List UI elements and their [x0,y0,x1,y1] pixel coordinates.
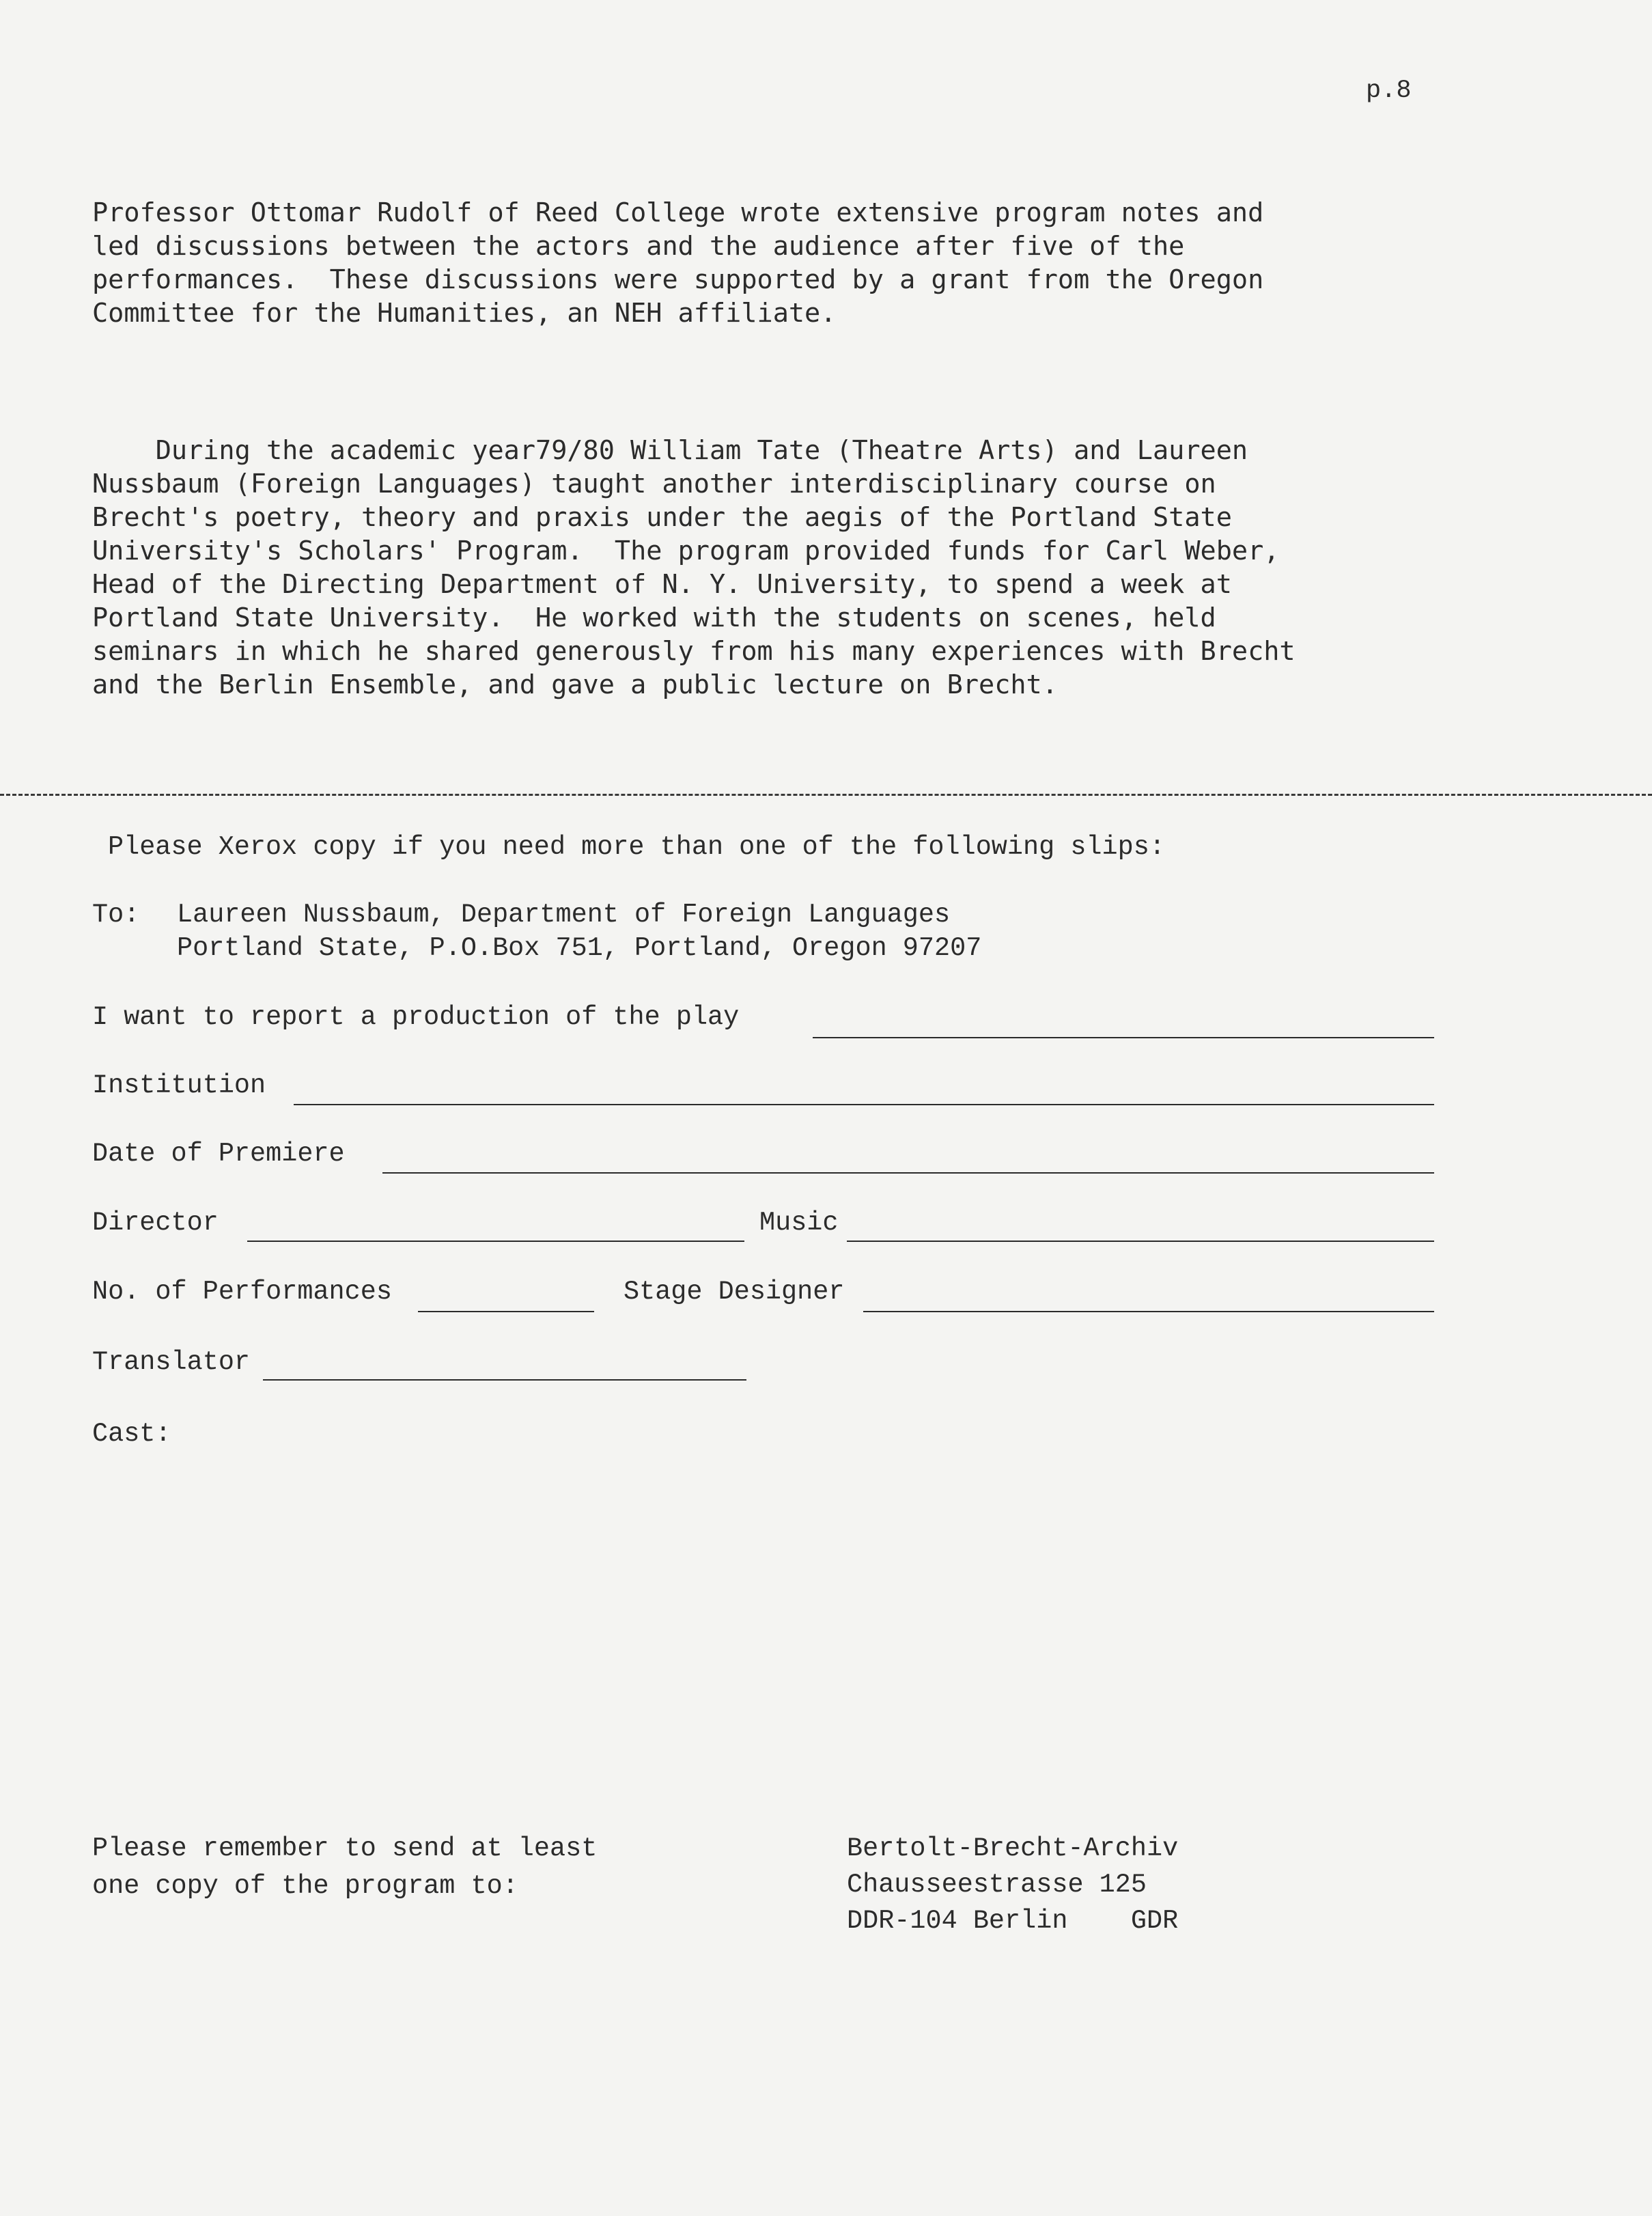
paragraph-academic-year [92,434,1458,702]
text-line: During the academic year79/80 William Tate (Theatre Arts) and Laureen [92,435,1248,466]
premiere-field-line[interactable] [382,1172,1434,1174]
cast-field-label: Cast: [92,1419,171,1449]
slip-instruction: Please Xerox copy if you need more than one of the following slips: [108,832,1165,862]
to-address-line2: Portland State, P.O.Box 751, Portland, Oregon 97207 [177,933,982,963]
text-line: seminars in which he shared generously from his many experiences with Brecht [92,636,1296,667]
archive-address-line2: Chausseestrasse 125 [847,1870,1147,1900]
performances-field-label: No. of Performances [92,1277,392,1307]
stage-designer-field-line[interactable] [863,1311,1434,1312]
music-field-line[interactable] [847,1241,1434,1242]
text-line: Nussbaum (Foreign Languages) taught another interdisciplinary course on [92,469,1216,499]
institution-field-line[interactable] [294,1104,1434,1105]
stage-designer-field-label: Stage Designer [624,1277,845,1307]
text-line: Committee for the Humanities, an NEH affiliate. [92,298,837,329]
text-line: Head of the Directing Department of N. Y. University, to spend a week at [92,569,1232,600]
play-field-line[interactable] [813,1037,1434,1038]
text-line: Portland State University. He worked with the students on scenes, held [92,603,1216,633]
premiere-field-label: Date of Premiere [92,1139,345,1169]
institution-field-label: Institution [92,1070,266,1100]
cut-line-divider [0,794,1652,796]
text-line: performances. These discussions were supported by a grant from the Oregon [92,264,1264,295]
text-line: Professor Ottomar Rudolf of Reed College wrote extensive program notes and [92,197,1264,228]
text-line: led discussions between the actors and the audience after five of the [92,231,1185,262]
text-line: Brecht's poetry, theory and praxis under the aegis of the Portland State [92,502,1232,533]
archive-address-line3: DDR-104 Berlin GDR [847,1906,1179,1936]
reminder-line2: one copy of the program to: [92,1871,518,1901]
text-line: and the Berlin Ensemble, and gave a public lecture on Brecht. [92,669,1058,700]
play-field-label: I want to report a production of the play [92,1002,740,1032]
paragraph-program-notes [92,196,1458,330]
director-field-label: Director [92,1208,219,1238]
archive-address-line1: Bertolt-Brecht-Archiv [847,1833,1179,1864]
translator-field-line[interactable] [263,1379,746,1381]
translator-field-label: Translator [92,1347,251,1377]
page-number: p.8 [1366,77,1412,105]
music-field-label: Music [759,1208,839,1238]
to-label: To: [92,900,140,930]
to-address-line1: Laureen Nussbaum, Department of Foreign Languages [177,900,951,930]
director-field-line[interactable] [247,1241,744,1242]
performances-field-line[interactable] [418,1311,594,1312]
reminder-line1: Please remember to send at least [92,1833,598,1864]
text-line: University's Scholars' Program. The program provided funds for Carl Weber, [92,536,1280,566]
